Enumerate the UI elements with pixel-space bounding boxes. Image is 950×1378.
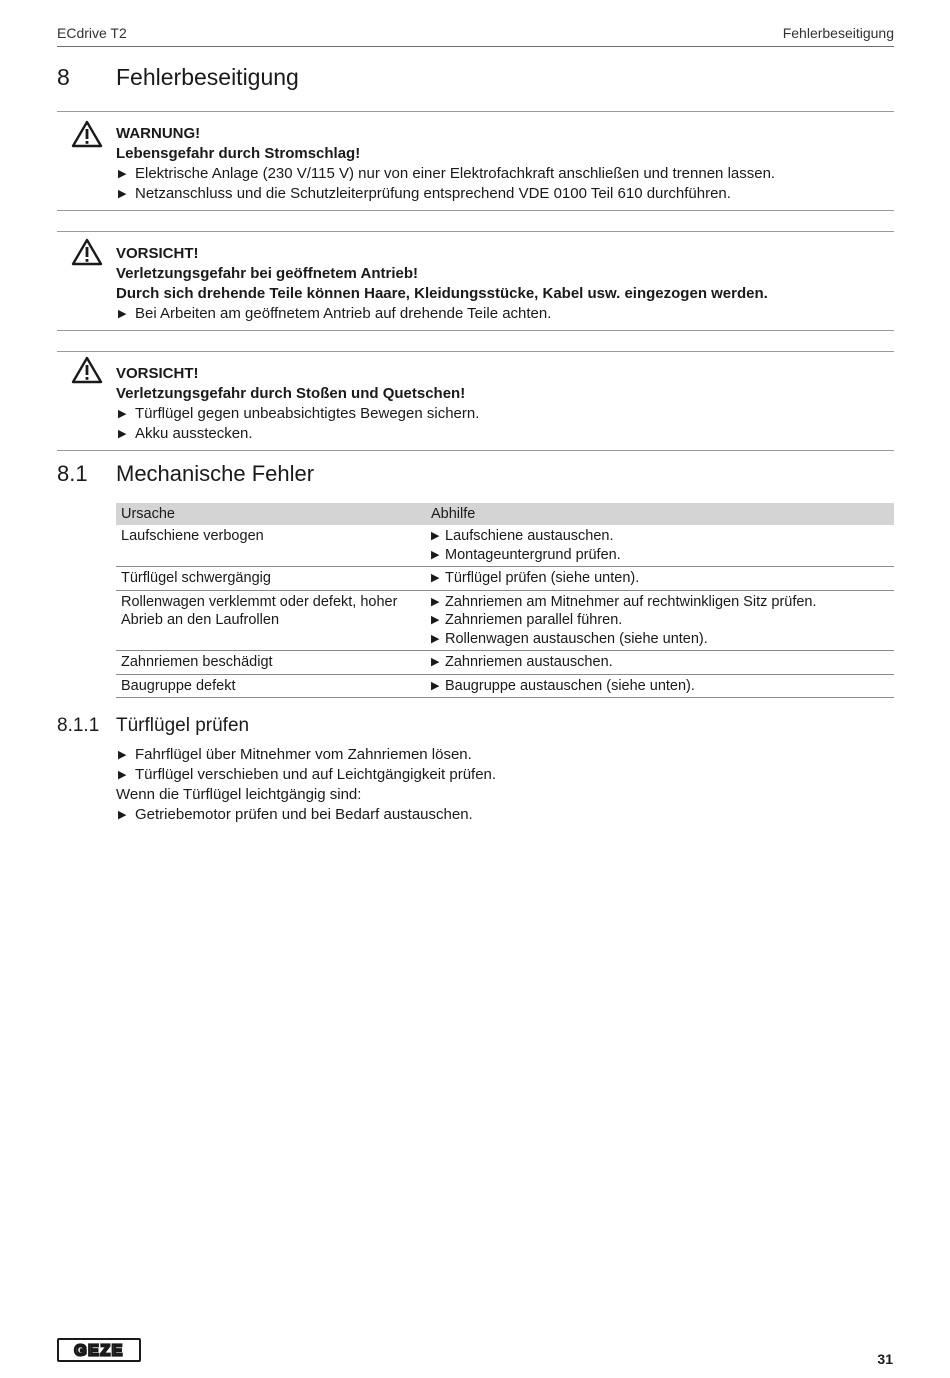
header-section: Fehlerbeseitigung <box>782 25 894 41</box>
action-item <box>116 184 775 204</box>
remedy-text: Baugruppe austauschen (siehe unten). <box>445 677 695 694</box>
step-text: Fahrflügel über Mitnehmer vom Zahnriemen lösen. <box>135 746 472 763</box>
remedy-item <box>431 653 889 672</box>
remedy-item <box>431 611 889 630</box>
action-item <box>116 304 768 324</box>
table-header-row <box>116 503 894 525</box>
page-number: 31 <box>877 1351 893 1367</box>
play-triangle-icon: ▶ <box>431 548 440 561</box>
remedy-text: Montageuntergrund prüfen. <box>445 546 621 563</box>
caution-notice <box>57 351 894 451</box>
table-row <box>116 674 894 698</box>
hazard-line: Durch sich drehende Teile können Haare, Kleidungsstücke, Kabel usw. eingezogen werden. <box>116 285 768 302</box>
action-text: Türflügel gegen unbeabsichtigtes Bewegen sichern. <box>135 405 480 422</box>
action-item <box>116 424 479 444</box>
chapter-title: Fehlerbeseitigung <box>116 64 299 90</box>
warning-triangle-icon <box>71 356 103 384</box>
remedy-text: Laufschiene austauschen. <box>445 528 614 544</box>
action-text: Elektrische Anlage (230 V/115 V) nur von einer Elektrofachkraft anschließen und trennen lassen. <box>135 165 776 182</box>
play-triangle-icon: ▶ <box>431 656 440 668</box>
play-triangle-icon: ▶ <box>431 632 440 645</box>
play-triangle-icon: ▶ <box>431 614 440 626</box>
table-row <box>116 567 894 591</box>
remedy-text: Zahnriemen austauschen. <box>445 654 613 670</box>
remedy-item <box>431 593 889 612</box>
play-triangle-icon: ▶ <box>118 168 127 180</box>
hazard-line: Verletzungsgefahr durch Stoßen und Quetschen! <box>116 385 466 402</box>
cause-cell <box>116 651 426 675</box>
signal-word: WARNUNG! <box>116 125 201 142</box>
logo-text: GEZE <box>74 1342 124 1358</box>
hazard-line: Verletzungsgefahr bei geöffnetem Antrieb! <box>116 265 418 282</box>
procedure-steps <box>116 745 496 825</box>
section-number: 8.1 <box>57 461 88 486</box>
step-item <box>116 745 496 765</box>
play-triangle-icon: ▶ <box>118 769 127 781</box>
remedy-cell <box>426 674 894 698</box>
column-header-cause: Ursache <box>116 503 426 525</box>
cause-cell <box>116 590 426 651</box>
remedy-text: Türflügel prüfen (siehe unten). <box>445 570 640 586</box>
remedy-cell <box>426 590 894 651</box>
geze-logo <box>57 1338 141 1362</box>
cause-text: Laufschiene verbogen <box>121 528 264 544</box>
cause-text: Abrieb an den Laufrollen <box>121 612 280 628</box>
remedy-item <box>431 677 889 696</box>
action-text: Netzanschluss und die Schutzleiterprüfung entsprechend VDE 0100 Teil 610 durchführen. <box>135 185 731 202</box>
notice-body <box>116 364 479 444</box>
condition-text: Wenn die Türflügel leichtgängig sind: <box>116 786 362 803</box>
remedy-text: Zahnriemen am Mitnehmer auf rechtwinkligen Sitz prüfen. <box>445 593 817 610</box>
chapter-number: 8 <box>57 64 70 90</box>
play-triangle-icon: ▶ <box>431 530 440 542</box>
play-triangle-icon: ▶ <box>431 595 440 608</box>
remedy-cell <box>426 567 894 591</box>
notice-body <box>116 244 768 324</box>
play-triangle-icon: ▶ <box>431 679 440 692</box>
running-header <box>57 24 894 47</box>
play-triangle-icon: ▶ <box>118 428 127 440</box>
step-item <box>116 805 496 825</box>
table-row <box>116 651 894 675</box>
remedy-text: Zahnriemen parallel führen. <box>445 612 623 628</box>
step-item <box>116 765 496 785</box>
play-triangle-icon: ▶ <box>118 188 127 200</box>
action-text: Akku ausstecken. <box>135 425 253 442</box>
remedy-item <box>431 527 889 546</box>
signal-word: VORSICHT! <box>116 245 199 262</box>
subsection-number: 8.1.1 <box>57 715 100 736</box>
cause-cell <box>116 567 426 591</box>
action-item <box>116 404 479 424</box>
step-text: Türflügel verschieben und auf Leichtgängigkeit prüfen. <box>135 766 497 783</box>
play-triangle-icon: ▶ <box>118 749 127 761</box>
play-triangle-icon: ▶ <box>118 809 127 821</box>
remedy-item <box>431 569 889 588</box>
geze-logo-mark <box>61 1342 137 1358</box>
cause-cell <box>116 674 426 698</box>
action-text: Bei Arbeiten am geöffnetem Antrieb auf drehende Teile achten. <box>135 305 552 322</box>
table-row <box>116 590 894 651</box>
cause-text: Baugruppe defekt <box>121 677 236 694</box>
remedy-cell <box>426 651 894 675</box>
cause-text: Rollenwagen verklemmt oder defekt, hoher <box>121 593 398 610</box>
cause-text: Zahnriemen beschädigt <box>121 654 273 670</box>
header-product: ECdrive T2 <box>57 25 127 41</box>
remedy-item <box>431 630 889 649</box>
subsection-title: Türflügel prüfen <box>116 715 250 736</box>
section-title: Mechanische Fehler <box>116 461 315 486</box>
warning-notice <box>57 111 894 211</box>
hazard-line: Lebensgefahr durch Stromschlag! <box>116 145 361 162</box>
column-header-remedy: Abhilfe <box>426 503 894 525</box>
step-text: Getriebemotor prüfen und bei Bedarf austauschen. <box>135 806 473 823</box>
caution-notice <box>57 231 894 331</box>
play-triangle-icon: ▶ <box>118 308 127 320</box>
remedy-cell <box>426 525 894 567</box>
mechanical-errors-table <box>116 503 894 698</box>
remedy-item <box>431 546 889 565</box>
table-row <box>116 525 894 567</box>
warning-triangle-icon <box>71 238 103 266</box>
warning-triangle-icon <box>71 120 103 148</box>
remedy-text: Rollenwagen austauschen (siehe unten). <box>445 630 708 647</box>
play-triangle-icon: ▶ <box>431 572 440 584</box>
play-triangle-icon: ▶ <box>118 408 127 420</box>
action-item <box>116 164 775 184</box>
cause-cell <box>116 525 426 567</box>
notice-body <box>116 124 775 204</box>
signal-word: VORSICHT! <box>116 365 199 382</box>
cause-text: Türflügel schwergängig <box>121 570 271 586</box>
